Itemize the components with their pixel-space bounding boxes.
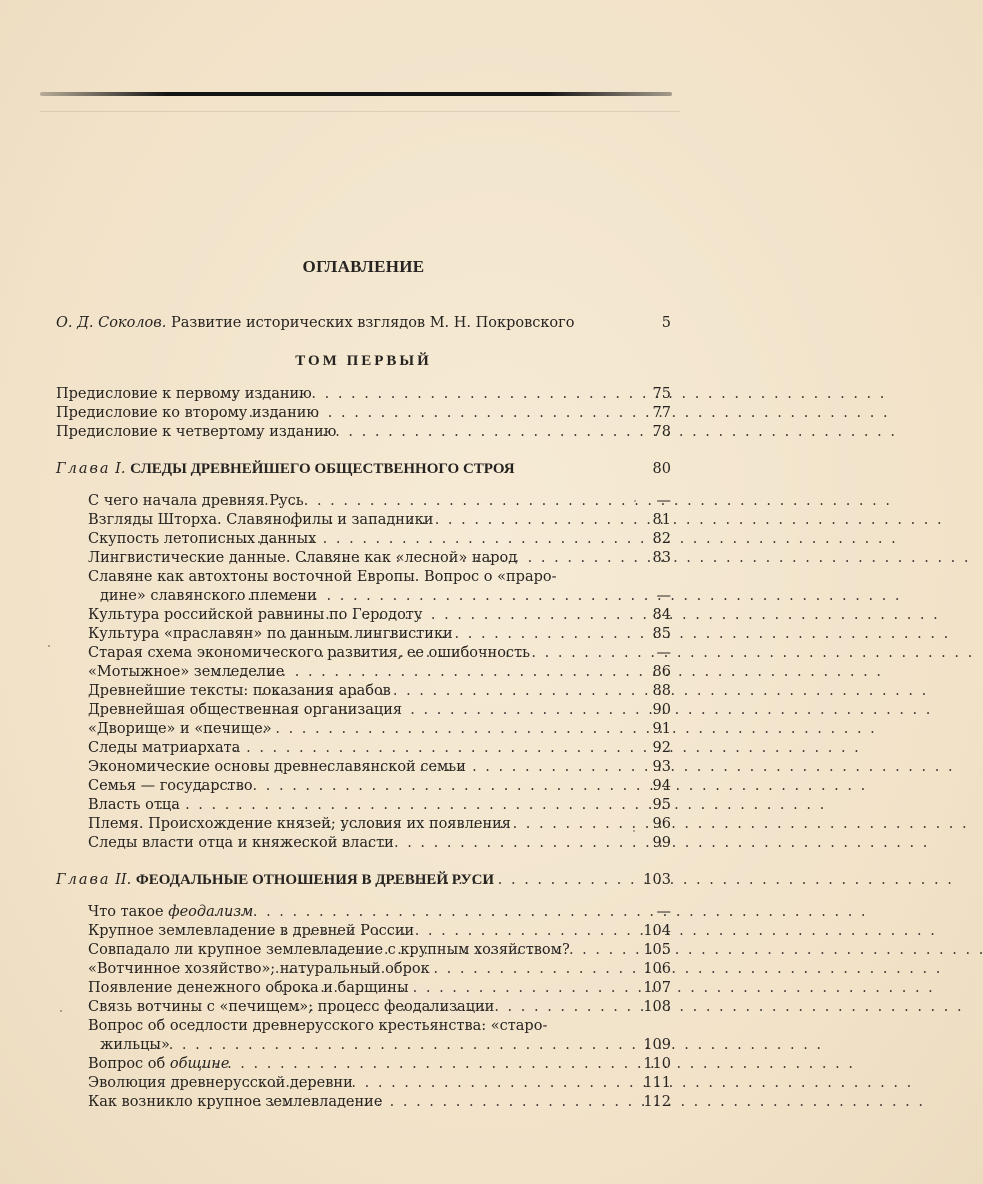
entry-text: Что такое [88, 904, 164, 920]
entry-title [88, 663, 285, 682]
toc-entry[interactable] [88, 834, 671, 853]
toc-entry[interactable] [88, 644, 671, 663]
entry-title [88, 511, 434, 530]
entry-text: Связь вотчины с «печищем»; процесс феодализации [88, 999, 495, 1015]
toc-entry[interactable] [88, 1055, 671, 1074]
entry-title [88, 1055, 230, 1074]
entry-title [88, 796, 180, 815]
entry-title [88, 644, 530, 663]
entry-title [88, 922, 415, 941]
chapter-page: 80 [652, 461, 671, 477]
entry-text: Совпадало ли крупное землевладение с крупным хозяйством? [88, 942, 570, 958]
entry-text: «Вотчинное хозяйство»; натуральный оброк [88, 961, 430, 977]
entry-text: Лингвистические данные. Славяне как «лесной» народ [88, 550, 518, 566]
leader-dots [275, 960, 627, 979]
chapter-number: II. [115, 872, 132, 888]
leader-dots [224, 492, 627, 511]
entry-text: Древнейшие тексты: показания арабов [88, 683, 391, 699]
entry-title [88, 1074, 353, 1093]
leader-dots [200, 777, 627, 796]
toc-entry-continuation[interactable] [100, 1036, 671, 1055]
chapter-sections [56, 492, 671, 853]
entry-title: Славяне как автохтоны восточной Европы. Вопрос о «праро- [88, 569, 557, 585]
entry-author: О. Д. Соколов. [56, 315, 167, 331]
entry-page: 77 [652, 405, 671, 421]
entry-title [88, 1093, 383, 1112]
entry-page: 75 [652, 386, 671, 402]
leader-dots [222, 404, 627, 423]
toc-entry[interactable] [88, 720, 671, 739]
leader-dots [234, 587, 627, 606]
entry-text: Следы власти отца и княжеской власти [88, 835, 394, 851]
entry-title [88, 606, 423, 625]
entry-title [88, 720, 272, 739]
entry-title [88, 815, 511, 834]
entry-page: 93 [652, 759, 671, 775]
leader-dots [262, 834, 627, 853]
leader-dots [303, 549, 627, 568]
scan-speck [60, 1010, 62, 1012]
entry-page: 85 [652, 626, 671, 642]
toc-entry[interactable] [88, 998, 671, 1017]
entry-text: Эволюция древнерусской деревни [88, 1075, 353, 1091]
leader-dots [159, 796, 627, 815]
leader-dots [261, 682, 627, 701]
entry-title [88, 549, 518, 568]
entry-text: «Дворище» и «печище» [88, 721, 272, 737]
entry-page: 99 [652, 835, 671, 851]
entry-text: Племя. Происхождение князей; условия их появления [88, 816, 511, 832]
entry-text: Культура российской равнины по Геродоту [88, 607, 423, 623]
chapter-sections [56, 903, 671, 1112]
entry-title: Предисловие к четвертому изданию [56, 424, 337, 440]
toc-entry[interactable] [88, 960, 671, 979]
leader-dots [229, 423, 627, 442]
toc-entry[interactable] [88, 663, 671, 682]
toc-entry[interactable] [88, 796, 671, 815]
volume-heading: ТОМ ПЕРВЫЙ [295, 353, 432, 369]
toc-entry[interactable] [88, 511, 671, 530]
entry-title [88, 530, 317, 549]
entry-emphasis: общине [169, 1056, 230, 1072]
entry-page: 91 [652, 721, 671, 737]
entry-title [88, 492, 304, 511]
chapter-number: I. [115, 461, 126, 477]
toc-entry[interactable] [88, 903, 671, 922]
entry-text: Появление денежного оброка и барщины [88, 980, 409, 996]
leader-dots [187, 1055, 627, 1074]
leader-dots [209, 720, 627, 739]
toc-entry[interactable] [88, 1093, 671, 1112]
entry-title [88, 777, 253, 796]
top-rule [40, 92, 672, 96]
leader-dots [215, 663, 627, 682]
entry-page: 88 [652, 683, 671, 699]
chapter-title: СЛЕДЫ ДРЕВНЕЙШЕГО ОБЩЕСТВЕННОГО СТРОЯ [130, 461, 515, 477]
leader-dots [267, 979, 627, 998]
leader-dots [230, 530, 627, 549]
toc-entry[interactable] [88, 549, 671, 568]
entry-page: 82 [652, 531, 671, 547]
entry-title [88, 834, 394, 853]
leader-dots [318, 941, 627, 960]
entry-title: Предисловие ко второму изданию [56, 405, 320, 421]
toc-entry[interactable] [88, 682, 671, 701]
entry-title: Вопрос об оседлости древнерусского крестьянства: «старо- [88, 1018, 548, 1034]
entry-text: Старая схема экономического развития, ее ошибочность [88, 645, 530, 661]
entry-text: Взгляды Шторха. Славянофилы и западники [88, 512, 434, 528]
entry-page: 106 [643, 961, 671, 977]
entry-text: С чего начала древняя Русь [88, 493, 304, 509]
entry-page: 84 [652, 607, 671, 623]
leader-dots [269, 922, 627, 941]
leader-dots [307, 644, 627, 663]
toc-entry[interactable] [88, 1017, 671, 1036]
entry-page: 5 [661, 315, 671, 331]
entry-title [88, 739, 241, 758]
toc-page [56, 255, 671, 1112]
scan-speck [633, 830, 635, 832]
entry-text: Как возникло крупное землевладение [88, 1094, 383, 1110]
entry-page: — [656, 493, 671, 509]
entry-page: — [656, 588, 671, 604]
chapter-label: Глава [56, 461, 111, 477]
toc-entry[interactable] [56, 385, 671, 404]
entry-text: Семья — государство [88, 778, 253, 794]
chapter-page: 103 [643, 872, 671, 888]
entry-page: 83 [652, 550, 671, 566]
entry-title [88, 998, 495, 1017]
entry-text: Крупное землевладение в древней России [88, 923, 415, 939]
toc-entry[interactable] [88, 777, 671, 796]
entry-text: Скупость летописных данных [88, 531, 317, 547]
leader-dots [283, 625, 627, 644]
entry-page: 90 [652, 702, 671, 718]
toc-entry[interactable] [88, 530, 671, 549]
leader-dots [193, 739, 627, 758]
entry-page: 104 [643, 923, 671, 939]
entry-text: Древнейшая общественная организация [88, 702, 403, 718]
entry-emphasis: феодализм [168, 904, 254, 920]
entry-page: — [656, 904, 671, 920]
leader-dots [156, 1036, 628, 1055]
toc-entry[interactable] [88, 922, 671, 941]
scan-speck [634, 500, 636, 502]
entry-page: 92 [652, 740, 671, 756]
entry-page: 109 [643, 1037, 671, 1053]
toc-entry[interactable] [88, 568, 671, 587]
entry-text: Вопрос об [88, 1056, 166, 1072]
entry-title [88, 758, 466, 777]
page-title: ОГЛАВЛЕНИЕ [302, 257, 425, 276]
entry-text: Власть отца [88, 797, 180, 813]
toc-entry[interactable] [88, 1074, 671, 1093]
entry-title [88, 682, 391, 701]
entry-page: 110 [643, 1056, 671, 1072]
entry-page: 108 [643, 999, 671, 1015]
entry-title-continuation: дине» славянского племени [100, 588, 317, 604]
entry-title [88, 625, 453, 644]
chapter-label: Глава [56, 872, 111, 888]
leader-dots [276, 511, 627, 530]
leader-dots [272, 606, 627, 625]
entry-page: 112 [643, 1094, 671, 1110]
toc-entry-continuation[interactable] [100, 587, 671, 606]
toc-entry[interactable] [56, 423, 671, 442]
entry-page: 86 [652, 664, 671, 680]
entry-page: 111 [643, 1075, 671, 1091]
toc-entry[interactable] [88, 701, 671, 720]
entry-title [88, 979, 409, 998]
entry-page: 78 [652, 424, 671, 440]
leader-dots [200, 903, 627, 922]
toc-entry[interactable] [88, 979, 671, 998]
leader-dots [246, 1074, 627, 1093]
toc-entry-intro[interactable] [56, 314, 671, 333]
entry-title [56, 314, 575, 333]
toc-entry[interactable] [88, 739, 671, 758]
chapter-heading[interactable] [56, 460, 671, 479]
toc-entry[interactable] [88, 941, 671, 960]
entry-text: Экономические основы древнеславянской семьи [88, 759, 466, 775]
entry-page: 81 [652, 512, 671, 528]
entry-text: Развитие исторических взглядов М. Н. Покровского [170, 315, 575, 331]
entry-title [88, 941, 570, 960]
toc-entry[interactable] [88, 606, 671, 625]
leader-dots [265, 701, 627, 720]
entry-title [88, 960, 430, 979]
entry-page: 95 [652, 797, 671, 813]
entry-text: Следы матриархата [88, 740, 241, 756]
leader-dots [287, 758, 627, 777]
toc-entry[interactable] [56, 404, 671, 423]
bleed-through-rule [40, 111, 680, 112]
entry-page: 94 [652, 778, 671, 794]
toc-entry[interactable] [88, 625, 671, 644]
entry-page: 105 [643, 942, 671, 958]
leader-dots [219, 385, 627, 404]
leader-dots [301, 815, 627, 834]
entry-page: 107 [643, 980, 671, 996]
chapter-title-group [56, 460, 515, 479]
chapter-title: ФЕОДАЛЬНЫЕ ОТНОШЕНИЯ В ДРЕВНЕЙ РУСИ [135, 872, 495, 888]
entry-title-continuation: жильцы» [100, 1037, 170, 1053]
entry-page: 96 [652, 816, 671, 832]
scan-speck [48, 645, 50, 647]
entry-title [88, 903, 254, 922]
chapter-title-group [56, 871, 495, 890]
entry-text: Культура «праславян» по данным лингвистики [88, 626, 453, 642]
toc-entry[interactable] [88, 492, 671, 511]
toc-entry[interactable] [88, 758, 671, 777]
chapter-heading[interactable] [56, 871, 671, 890]
leader-dots [257, 1093, 627, 1112]
entry-page: — [656, 645, 671, 661]
toc-entry[interactable] [88, 815, 671, 834]
entry-title: Предисловие к первому изданию [56, 386, 312, 402]
leader-dots [296, 998, 627, 1017]
entry-title [88, 701, 403, 720]
leader-dots [286, 871, 627, 890]
entry-text: «Мотыжное» земледелие [88, 664, 285, 680]
